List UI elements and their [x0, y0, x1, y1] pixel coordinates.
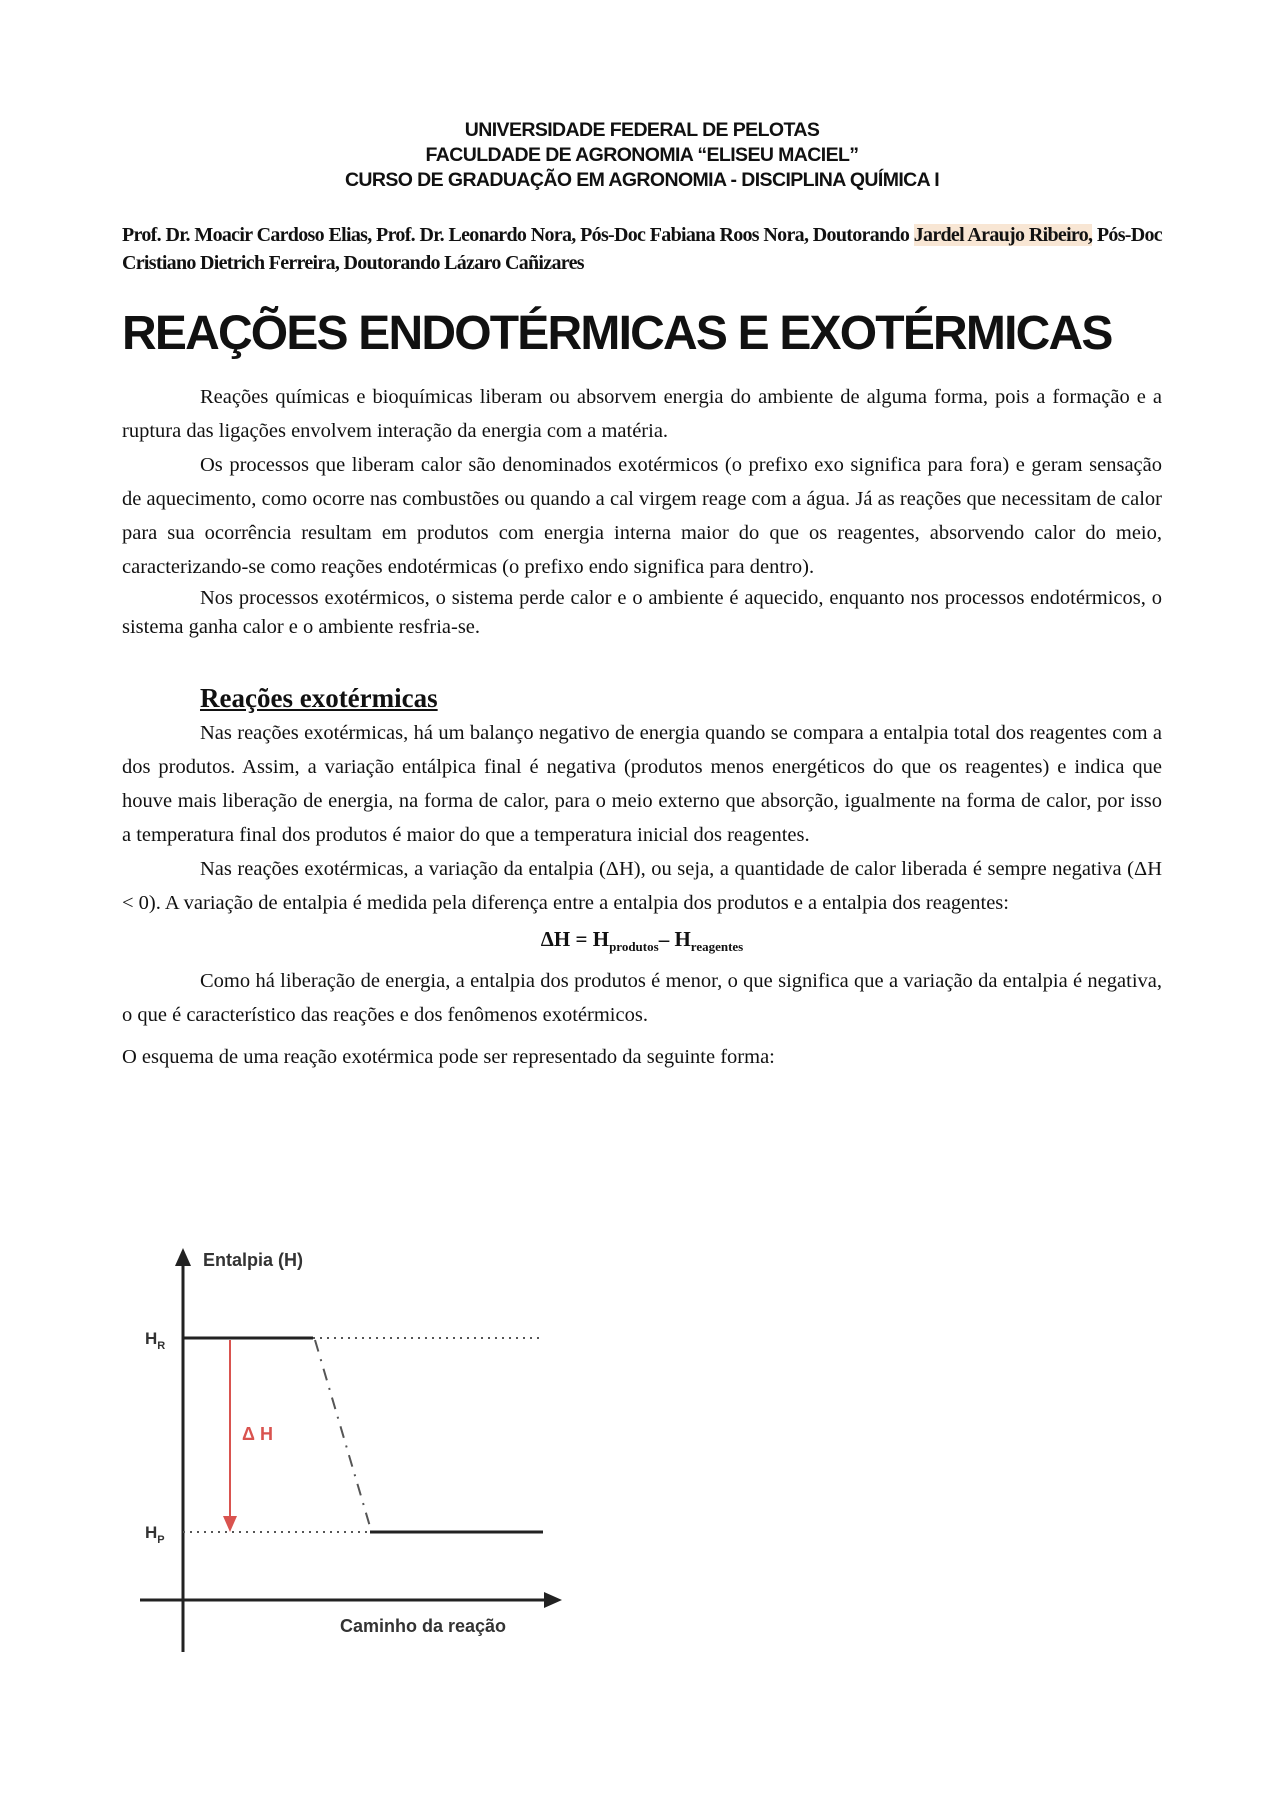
transition-dashed-line: [315, 1340, 371, 1530]
delta-h-arrow: [223, 1340, 237, 1532]
delta-h-label: Δ H: [242, 1424, 273, 1444]
x-axis: [140, 1592, 562, 1608]
authors-part-1: Prof. Dr. Moacir Cardoso Elias, Prof. Dr. Leonardo Nora, Pós-Doc Fabiana Roos Nora, Doutorando: [122, 224, 914, 246]
enthalpy-formula: [122, 922, 1162, 964]
x-axis-label: Caminho da reação: [340, 1616, 507, 1636]
formula-sub-produtos: produtos: [609, 939, 659, 955]
section-paragraph-4: O esquema de uma reação exotérmica pode ser representado da seguinte forma:: [122, 1046, 775, 1069]
y-axis-label: Entalpia (H): [203, 1250, 304, 1270]
document-page: [122, 118, 1162, 1074]
hr-label: $H_R$: [145, 1329, 166, 1352]
course-name: CURSO DE GRADUAÇÃO EM AGRONOMIA - DISCIPLINA QUÍMICA I: [344, 169, 940, 191]
section-paragraph-1: Nas reações exotérmicas, há um balanço negativo de energia quando se compara a entalpia total dos reagentes com a dos produtos. Assim, a variação entálpica final é negativa (produtos menos energéticos do que os reagentes) e indica que houve mais liberação de energia, na forma de calor, para o meio externo que absorção, igualmente na forma de calor, por isso a temperatura final dos produtos é maior do que a temperatura inicial dos reagentes.: [122, 722, 1162, 846]
hp-label: $H_P$: [145, 1523, 165, 1546]
section-paragraph-3: Como há liberação de energia, a entalpia dos produtos é menor, o que significa que a variação da entalpia é negativa, o que é característico das reações e dos fenômenos exotérmicos.: [122, 970, 1162, 1027]
formula-sub-reagentes: reagentes: [690, 939, 744, 955]
faculty-name: FACULDADE DE AGRONOMIA “ELISEU MACIEL”: [425, 144, 859, 166]
y-axis: [175, 1248, 191, 1652]
document-title: REAÇÕES ENDOTÉRMICAS E EXOTÉRMICAS: [122, 307, 1112, 360]
document-header: [122, 118, 1162, 193]
authors-part-2: Pós-Doc Cristiano Dietrich Ferreira, Doutorando Lázaro Cañizares: [122, 224, 1162, 274]
intro-paragraph-3: Nos processos exotérmicos, o sistema perde calor e o ambiente é aquecido, enquanto nos processos endotérmicos, o sistema ganha calor e o ambiente resfria-se.: [122, 587, 1162, 638]
section-paragraph-2: Nas reações exotérmicas, a variação da entalpia (ΔH), ou seja, a quantidade de calor liberada é sempre negativa (ΔH < 0). A variação de entalpia é medida pela diferença entre a entalpia dos produtos e a entalpia dos reagentes:: [122, 858, 1162, 914]
authors-line: [122, 221, 1162, 277]
exothermic-diagram: [125, 1240, 575, 1660]
section-heading: Reações exotérmicas: [200, 683, 438, 713]
university-name: UNIVERSIDADE FEDERAL DE PELOTAS: [464, 119, 820, 141]
formula-minus: – H: [658, 927, 691, 951]
authors-highlight: Jardel Araujo Ribeiro,: [913, 224, 1093, 246]
formula-lhs: ΔH = H: [540, 927, 610, 951]
intro-paragraph-2: Os processos que liberam calor são denominados exotérmicos (o prefixo exo significa para fora) e geram sensação de aquecimento, como ocorre nas combustões ou quando a cal virgem reage com a água. Já as reações que necessitam de calor para sua ocorrência resultam em produtos com energia interna maior do que os reagentes, absorvendo calor do meio, caracterizando-se como reações endotérmicas (o prefixo endo significa para dentro).: [122, 454, 1162, 578]
intro-paragraph-1: Reações químicas e bioquímicas liberam ou absorvem energia do ambiente de alguma forma, pois a formação e a ruptura das ligações envolvem interação da energia com a matéria.: [122, 386, 1162, 442]
